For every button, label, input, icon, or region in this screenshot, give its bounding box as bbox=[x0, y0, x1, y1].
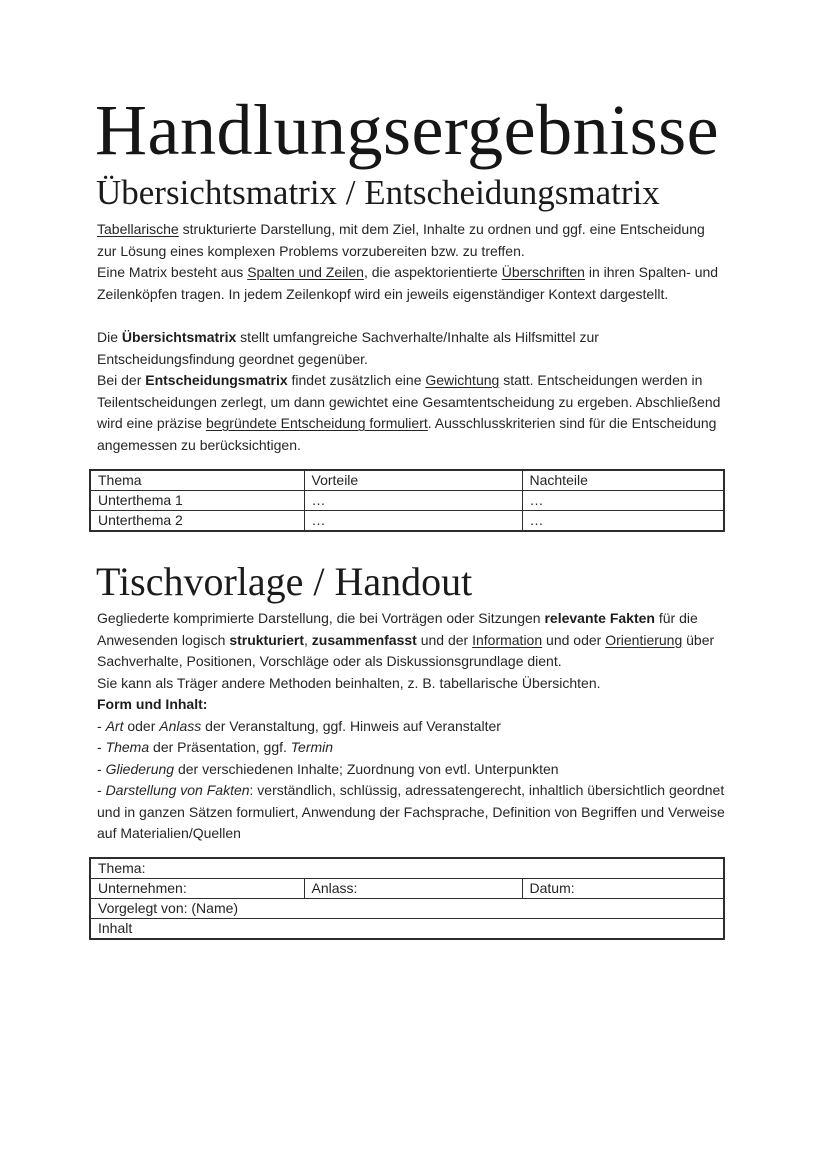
text-segment: und in ganzen Sätzen formuliert, Anwendung der Fachsprache, Definition von Begriffen und Verweise bbox=[97, 803, 725, 820]
text-segment: Orientierung bbox=[605, 631, 683, 648]
text-segment: oder bbox=[123, 717, 160, 734]
table-row bbox=[90, 899, 724, 919]
text-segment: Teilentscheidungen zerlegt, um dann gewichtet eine Gesamtentscheidung zu ergeben. Abschließend bbox=[97, 393, 721, 410]
text-segment: wird eine präzise bbox=[97, 415, 206, 431]
text-line bbox=[97, 349, 747, 371]
table-cell: Nachteile bbox=[522, 470, 724, 491]
table-row bbox=[90, 858, 724, 879]
text-segment: und oder bbox=[542, 631, 606, 648]
text-segment: zusammenfasst bbox=[311, 631, 417, 648]
text-segment: der verschiedenen Inhalte; Zuordnung von evtl. Unterpunkten bbox=[174, 760, 559, 777]
table-cell: Unterthema 1 bbox=[90, 491, 304, 511]
text-line bbox=[97, 608, 747, 630]
text-line bbox=[97, 284, 747, 306]
text-segment: , die aspektorientierte bbox=[363, 264, 502, 280]
section-heading-tischvorlage: Tischvorlage / Handout bbox=[96, 559, 473, 604]
table-cell: … bbox=[522, 511, 724, 532]
text-line bbox=[97, 370, 747, 392]
table-row bbox=[90, 470, 724, 491]
text-segment: Anwesenden logisch bbox=[97, 631, 230, 648]
text-line bbox=[97, 694, 747, 716]
text-segment: Gegliederte komprimierte Darstellung, die bei Vorträgen oder Sitzungen bbox=[97, 610, 545, 626]
document-title: Handlungsergebnisse bbox=[95, 90, 720, 170]
text-segment: Entscheidungsfindung geordnet gegenüber. bbox=[97, 350, 368, 367]
text-line bbox=[97, 651, 747, 673]
text-segment: Zeilenköpfen tragen. In jedem Zeilenkopf wird ein jeweils eigenständiger Kontext dargestellt. bbox=[97, 285, 669, 302]
paragraph-matrix-details bbox=[97, 327, 747, 456]
table-cell: Thema bbox=[90, 470, 304, 491]
text-segment: - bbox=[97, 717, 106, 734]
text-segment: der Veranstaltung, ggf. Hinweis auf Veranstalter bbox=[201, 717, 501, 734]
text-segment: für die bbox=[654, 610, 698, 626]
text-line bbox=[97, 435, 747, 457]
table-row bbox=[90, 491, 724, 511]
text-segment: Bei der bbox=[97, 372, 146, 388]
table-cell: Unterthema 2 bbox=[90, 511, 304, 532]
table-row bbox=[90, 511, 724, 532]
text-segment: angemessen zu berücksichtigen. bbox=[97, 436, 301, 453]
text-line bbox=[97, 262, 747, 284]
text-segment: auf Materialien/Quellen bbox=[97, 825, 241, 841]
text-segment: und der bbox=[416, 631, 473, 648]
text-segment: über bbox=[682, 631, 715, 648]
text-segment: relevante Fakten bbox=[544, 610, 655, 626]
text-line bbox=[97, 327, 747, 349]
text-line bbox=[97, 392, 747, 414]
section-heading-uebersichtsmatrix: Übersichtsmatrix / Entscheidungsmatrix bbox=[96, 173, 660, 212]
table-cell: Inhalt bbox=[90, 919, 724, 940]
text-line bbox=[97, 241, 747, 263]
text-segment: Sachverhalte, Positionen, Vorschläge oder als Diskussionsgrundlage dient. bbox=[97, 653, 562, 669]
text-segment: Art bbox=[105, 717, 124, 734]
text-line bbox=[97, 737, 747, 759]
handout-template-table bbox=[89, 857, 725, 940]
text-segment: Spalten und Zeilen bbox=[247, 264, 364, 280]
text-segment: Gliederung bbox=[105, 760, 175, 777]
text-segment: - bbox=[97, 782, 106, 798]
text-segment: : verständlich, schlüssig, adressatengerecht, inhaltlich übersichtlich geordnet bbox=[249, 782, 725, 798]
text-segment: - bbox=[97, 760, 106, 777]
table-cell: … bbox=[522, 491, 724, 511]
text-segment: Anlass bbox=[159, 717, 202, 734]
table-cell: … bbox=[304, 511, 522, 532]
text-segment: Information bbox=[472, 631, 543, 648]
table-cell: Anlass: bbox=[304, 879, 522, 899]
text-segment: Die bbox=[97, 329, 122, 345]
text-line bbox=[97, 802, 747, 824]
text-segment: Termin bbox=[290, 739, 334, 755]
text-segment: Form und Inhalt: bbox=[97, 696, 208, 712]
text-segment: Darstellung von Fakten bbox=[105, 782, 250, 798]
text-segment: Entscheidungsmatrix bbox=[145, 372, 288, 388]
text-segment: Übersichtsmatrix bbox=[121, 329, 237, 345]
text-segment: , bbox=[304, 631, 312, 648]
matrix-example-table bbox=[89, 469, 725, 532]
text-line bbox=[97, 716, 747, 738]
text-line bbox=[97, 759, 747, 781]
text-segment: der Präsentation, ggf. bbox=[149, 739, 291, 755]
table-row bbox=[90, 919, 724, 940]
text-segment: findet zusätzlich eine bbox=[287, 372, 426, 388]
table-cell: … bbox=[304, 491, 522, 511]
table-cell: Vorteile bbox=[304, 470, 522, 491]
text-line bbox=[97, 219, 747, 241]
text-line bbox=[97, 823, 747, 845]
text-line bbox=[97, 630, 747, 652]
table-cell: Vorgelegt von: (Name) bbox=[90, 899, 724, 919]
text-segment: Gewichtung bbox=[425, 372, 500, 388]
paragraph-handout bbox=[97, 608, 747, 845]
table-row bbox=[90, 879, 724, 899]
text-segment: in ihren Spalten- und bbox=[584, 264, 719, 280]
text-segment: strukturierte Darstellung, mit dem Ziel, Inhalte zu ordnen und ggf. eine Entscheidung bbox=[178, 221, 705, 237]
text-segment: Eine Matrix besteht aus bbox=[97, 264, 248, 280]
text-segment: statt. Entscheidungen werden in bbox=[499, 372, 703, 388]
text-segment: strukturiert bbox=[229, 631, 304, 648]
text-line bbox=[97, 780, 747, 802]
text-segment: zur Lösung eines komplexen Problems vorzubereiten bzw. zu treffen. bbox=[97, 242, 525, 259]
text-segment: Tabellarische bbox=[97, 221, 179, 237]
text-segment: Thema bbox=[105, 739, 150, 755]
text-segment: Sie kann als Träger andere Methoden beinhalten, z. B. tabellarische Übersichten. bbox=[97, 674, 601, 691]
table-cell: Datum: bbox=[522, 879, 724, 899]
text-line bbox=[97, 673, 747, 695]
text-segment: begründete Entscheidung formuliert bbox=[205, 415, 428, 431]
text-segment: . Ausschlusskriterien sind für die Entscheidung bbox=[427, 415, 717, 431]
table-cell: Thema: bbox=[90, 858, 724, 879]
text-segment: stellt umfangreiche Sachverhalte/Inhalte als Hilfsmittel zur bbox=[236, 329, 599, 345]
text-segment: - bbox=[97, 739, 106, 755]
paragraph-matrix-definition bbox=[97, 219, 747, 305]
table-cell: Unternehmen: bbox=[90, 879, 304, 899]
text-line bbox=[97, 413, 747, 435]
text-segment: Überschriften bbox=[501, 264, 585, 280]
